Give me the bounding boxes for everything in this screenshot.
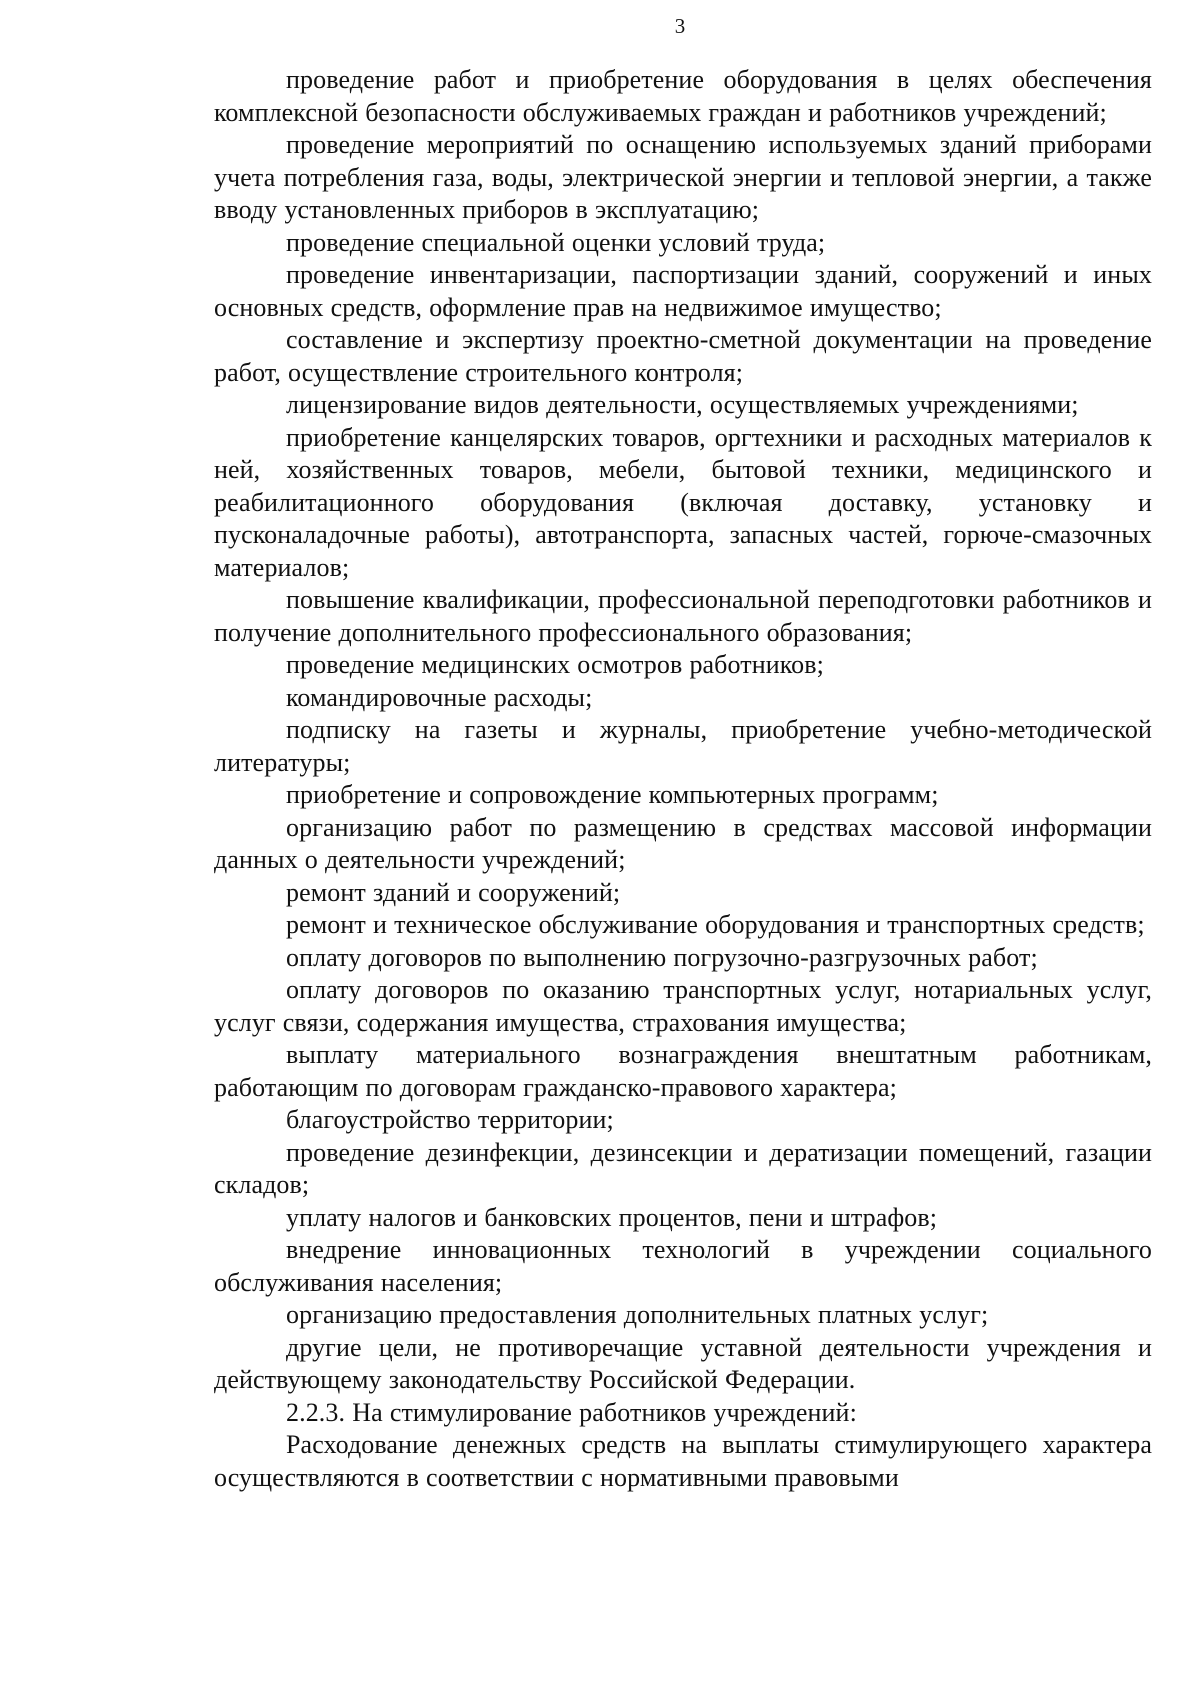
paragraph-2: проведение мероприятий по оснащению используемых зданий приборами учета потребления газа, воды, электрической энергии и тепловой энергии, а также вводу установленных приборов в эксплуатацию; (214, 130, 1152, 224)
paragraph-14: ремонт зданий и сооружений; (286, 877, 621, 907)
paragraph-1: проведение работ и приобретение оборудования в целях обеспечения комплексной безопасности обслуживаемых граждан и работников учреждений; (214, 65, 1152, 127)
paragraph-8: повышение квалификации, профессиональной переподготовки работников и получение дополнительного профессионального образования; (214, 585, 1152, 647)
paragraph-12: приобретение и сопровождение компьютерных программ; (286, 780, 939, 809)
paragraph-7: приобретение канцелярских товаров, оргтехники и расходных материалов к ней, хозяйственных товаров, мебели, бытовой техники, медицинского и реабилитационного оборудования (включая доставку, установку и пусконаладочные работы), автотранспорта, запасных частей, горюче-смазочных материалов; (214, 422, 1152, 582)
paragraph-11: подписку на газеты и журналы, приобретение учебно-методической литературы; (214, 715, 1152, 777)
paragraph-10: командировочные расходы; (286, 682, 593, 712)
page-number: 3 (674, 14, 686, 38)
paragraph-18: выплату материального вознаграждения внештатным работникам, работающим по договорам гражданско-правового характера; (214, 1040, 1152, 1102)
paragraph-26: Расходование денежных средств на выплаты стимулирующего характера осуществляются в соответствии с нормативными правовыми (214, 1430, 1152, 1492)
paragraph-23: организацию предоставления дополнительных платных услуг; (286, 1300, 989, 1329)
paragraph-22: внедрение инновационных технологий в учреждении социального обслуживания населения; (214, 1235, 1152, 1297)
section-heading: 2.2.3. На стимулирование работников учреждений: (286, 1397, 857, 1427)
paragraph-21: уплату налогов и банковских процентов, пени и штрафов; (286, 1202, 938, 1232)
paragraph-5: составление и экспертизу проектно-сметной документации на проведение работ, осуществление строительного контроля; (214, 325, 1152, 387)
paragraph-20: проведение дезинфекции, дезинсекции и дератизации помещений, газации складов; (214, 1137, 1152, 1199)
paragraph-15: ремонт и техническое обслуживание оборудования и транспортных средств; (286, 910, 1145, 939)
paragraph-16: оплату договоров по выполнению погрузочно-разгрузочных работ; (286, 942, 1038, 972)
paragraph-17: оплату договоров по оказанию транспортных услуг, нотариальных услуг, услуг связи, содержания имущества, страхования имущества; (214, 975, 1152, 1037)
document-body (214, 64, 1152, 1494)
paragraph-4: проведение инвентаризации, паспортизации зданий, сооружений и иных основных средств, оформление прав на недвижимое имущество; (214, 260, 1152, 322)
paragraph-13: организацию работ по размещению в средствах массовой информации данных о деятельности учреждений; (214, 812, 1152, 874)
paragraph-9: проведение медицинских осмотров работников; (286, 650, 824, 679)
paragraph-6: лицензирование видов деятельности, осуществляемых учреждениями; (286, 390, 1079, 419)
paragraph-19: благоустройство территории; (286, 1105, 614, 1134)
paragraph-24: другие цели, не противоречащие уставной деятельности учреждения и действующему законодательству Российской Федерации. (214, 1332, 1152, 1394)
paragraph-3: проведение специальной оценки условий труда; (286, 227, 826, 257)
